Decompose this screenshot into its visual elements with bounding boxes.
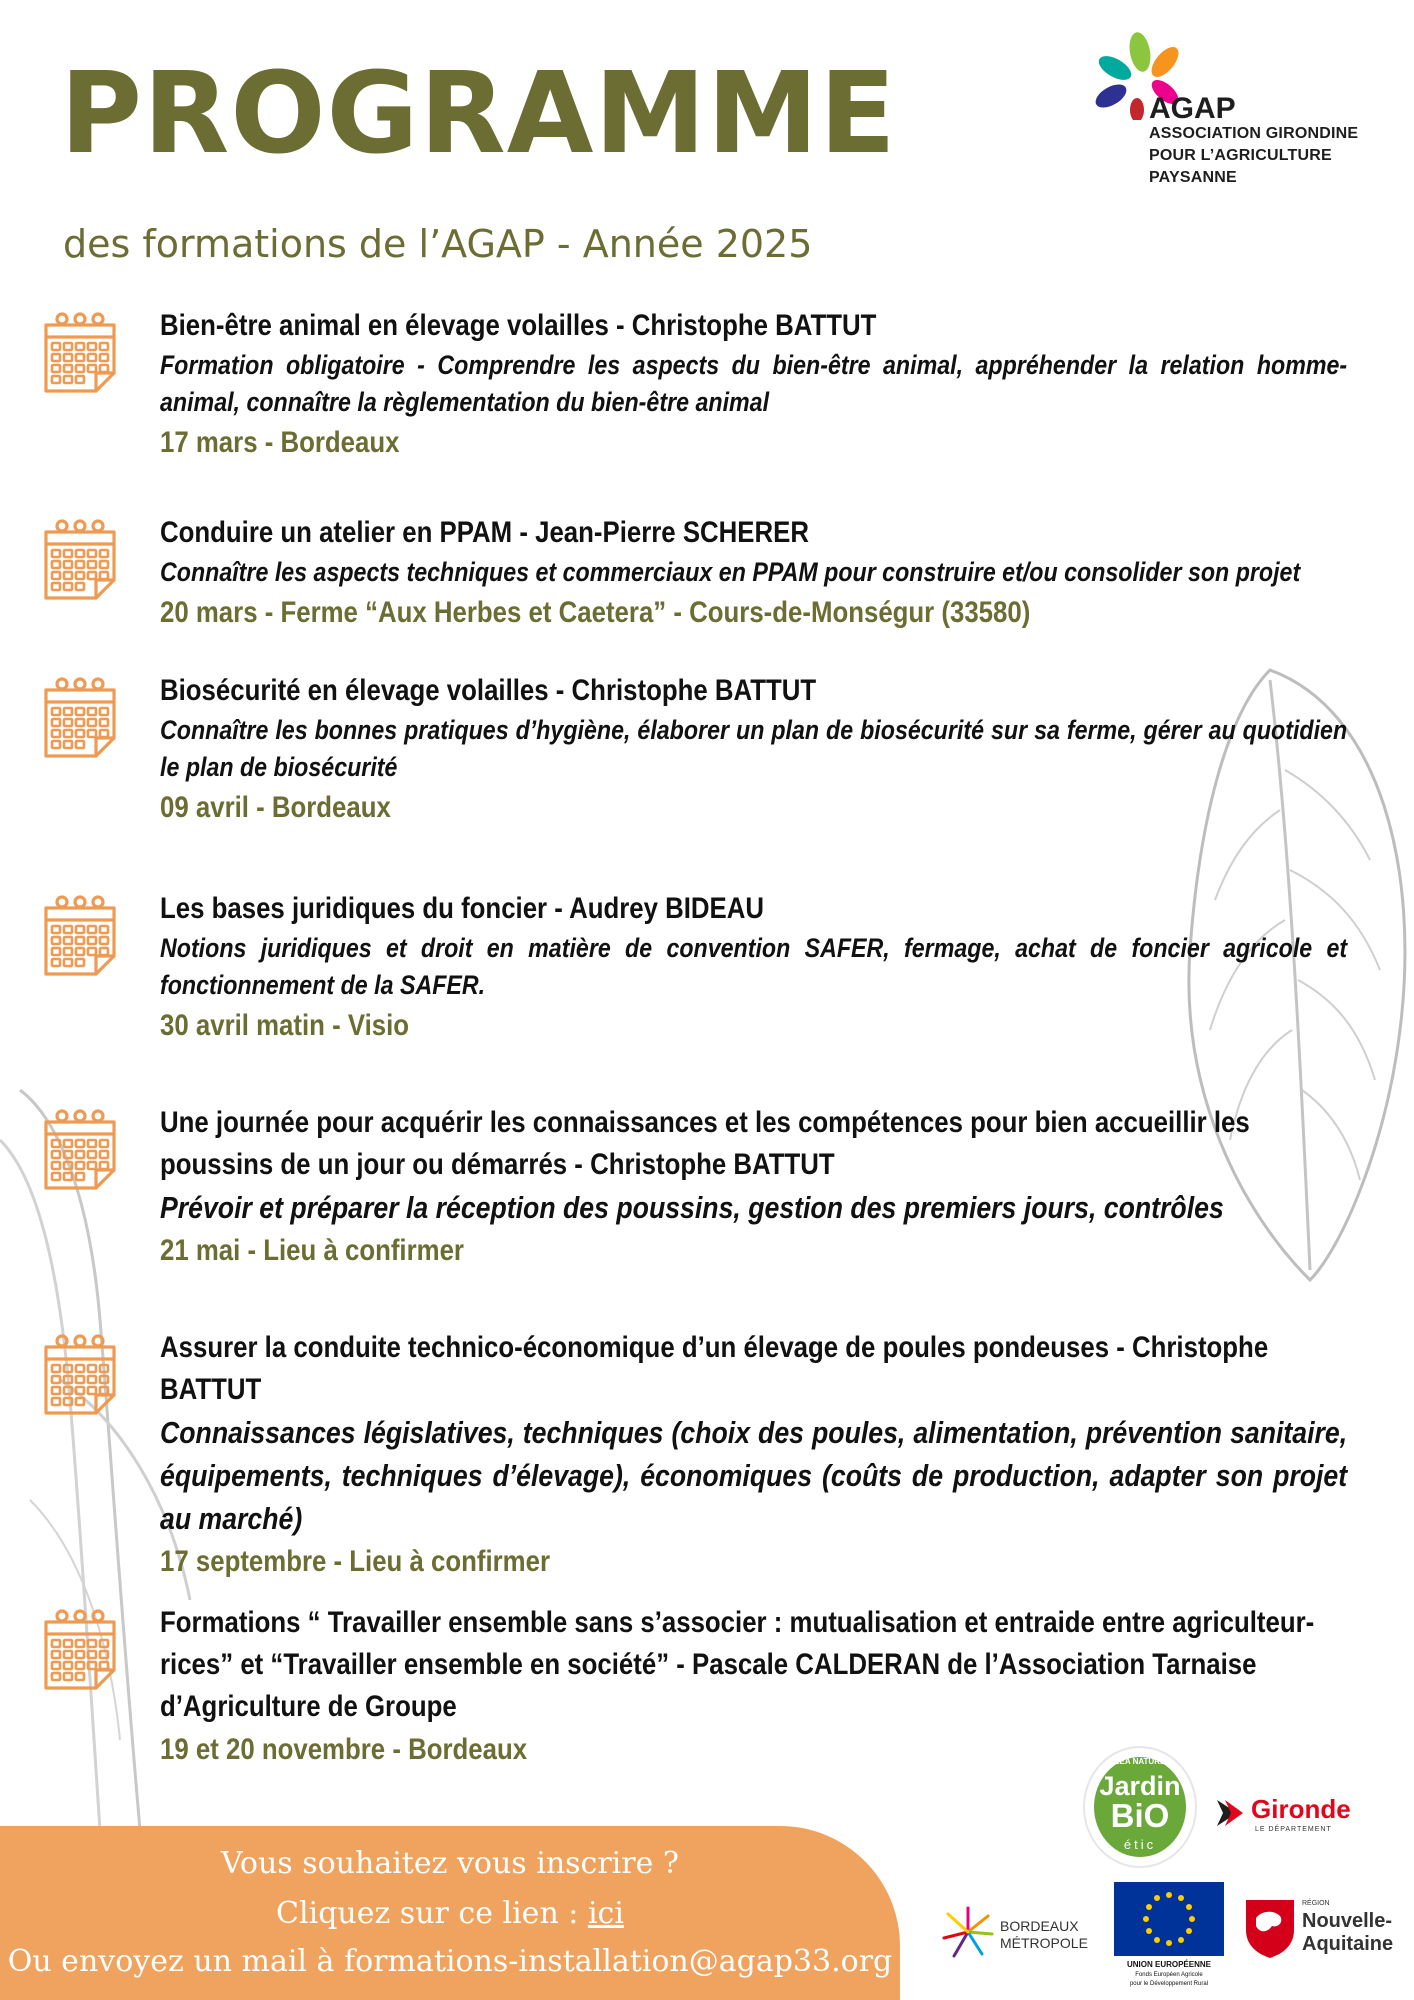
bordeaux-line-2: MÉTROPOLE bbox=[1000, 1935, 1088, 1951]
agap-logo-line-3: PAYSANNE bbox=[1149, 169, 1237, 186]
calendar-icon bbox=[40, 676, 120, 763]
gironde-chevron-icon bbox=[1215, 1798, 1245, 1828]
formation-body bbox=[160, 888, 1350, 1048]
calendar-icon bbox=[40, 311, 120, 398]
jardin-bio-logo bbox=[1080, 1745, 1200, 1870]
cta-email-line: Ou envoyez un mail à formations-installation@agap33.org bbox=[7, 1944, 893, 1979]
jardin-bio-word-1: Jardin bbox=[1099, 1771, 1181, 1801]
formation-title: Assurer la conduite technico-économique d’un élevage de poules pondeuses - Christophe BATTUT bbox=[160, 1331, 1269, 1406]
bordeaux-metropole-logo bbox=[940, 1890, 1090, 1980]
formation-date: 20 mars - Ferme “Aux Herbes et Caetera” - Cours-de-Monségur (33580) bbox=[160, 596, 1031, 629]
eu-line-3: pour le Développement Rural bbox=[1129, 1981, 1209, 1987]
gironde-sub: LE DÉPARTEMENT bbox=[1255, 1826, 1332, 1833]
formation-title: Les bases juridiques du foncier - Audrey BIDEAU bbox=[160, 892, 765, 925]
calendar-icon bbox=[40, 518, 120, 605]
formation-body bbox=[160, 512, 1350, 635]
eu-flag-icon bbox=[1110, 1880, 1228, 1958]
eu-line-2: Fonds Européen Agricole bbox=[1135, 1972, 1203, 1978]
page-title: PROGRAMME bbox=[60, 49, 897, 179]
formation-date: 09 avril - Bordeaux bbox=[160, 791, 391, 824]
eu-line-1: UNION EUROPÉENNE bbox=[1126, 1960, 1211, 1969]
formation-description: Prévoir et préparer la réception des poussins, gestion des premiers jours, contrôles bbox=[160, 1190, 1224, 1225]
bordeaux-star-icon bbox=[940, 1904, 996, 1960]
gironde-logo bbox=[1215, 1780, 1405, 1850]
calendar-icon bbox=[40, 1108, 120, 1195]
formation-title: Formations “ Travailler ensemble sans s’associer : mutualisation et entraide entre agriculteur-rices” et “Travailler ensemble en société” - Pascale CALDERAN de l’Association Tarnaise d’Agriculture de Groupe bbox=[160, 1606, 1315, 1723]
agap-logo-line-2: POUR L’AGRICULTURE bbox=[1149, 147, 1332, 164]
calendar-icon bbox=[40, 1608, 120, 1695]
formation-body bbox=[160, 1327, 1350, 1584]
eu-logo bbox=[1110, 1880, 1228, 1998]
formation-body bbox=[160, 670, 1350, 830]
jardin-bio-word-3: étic bbox=[1123, 1837, 1157, 1852]
formation-title: Conduire un atelier en PPAM - Jean-Pierre SCHERER bbox=[160, 516, 809, 549]
formation-title: Une journée pour acquérir les connaissances et les compétences pour bien accueillir les poussins de un jour ou démarrés - Christophe BATTUT bbox=[160, 1106, 1250, 1181]
cta-link-prefix: Cliquez sur ce lien : bbox=[276, 1896, 588, 1931]
formation-description: Notions juridiques et droit en matière de convention SAFER, fermage, achat de foncier agricole et fonctionnement de la SAFER. bbox=[160, 933, 1348, 1000]
formation-date: 17 mars - Bordeaux bbox=[160, 426, 400, 459]
region-line-2: Aquitaine bbox=[1302, 1933, 1394, 1955]
agap-logo-line-1: ASSOCIATION GIRONDINE bbox=[1149, 125, 1359, 142]
formation-date: 21 mai - Lieu à confirmer bbox=[160, 1234, 464, 1267]
formation-date: 17 septembre - Lieu à confirmer bbox=[160, 1545, 551, 1578]
formation-description: Formation obligatoire - Comprendre les aspects du bien-être animal, appréhender la relation homme-animal, connaître la règlementation du bien-être animal bbox=[160, 350, 1348, 417]
formation-description: Connaître les aspects techniques et commerciaux en PPAM pour construire et/ou consolider son projet bbox=[160, 557, 1301, 587]
gironde-name: Gironde bbox=[1251, 1794, 1351, 1824]
formation-title: Biosécurité en élevage volailles - Christophe BATTUT bbox=[160, 674, 817, 707]
registration-link[interactable]: ici bbox=[587, 1896, 624, 1931]
region-shield-icon bbox=[1242, 1896, 1298, 1960]
formation-date: 19 et 20 novembre - Bordeaux bbox=[160, 1733, 528, 1766]
partner-logos bbox=[930, 1740, 1414, 2000]
formation-description: Connaissances législatives, techniques (choix des poules, alimentation, prévention sanitaire, équipements, techniques d’élevage), économiques (coûts de production, adapter son projet au marché) bbox=[160, 1415, 1348, 1536]
formation-title: Bien-être animal en élevage volailles - Christophe BATTUT bbox=[160, 309, 877, 342]
registration-banner bbox=[0, 1826, 900, 2000]
calendar-icon bbox=[40, 1333, 120, 1420]
cta-link-line bbox=[0, 1896, 900, 1931]
agap-logo-name: AGAP bbox=[1149, 92, 1236, 125]
formation-date: 30 avril matin - Visio bbox=[160, 1009, 410, 1042]
page-subtitle: des formations de l’AGAP - Année 2025 bbox=[63, 222, 813, 266]
bordeaux-line-1: BORDEAUX bbox=[1000, 1918, 1079, 1934]
formation-body bbox=[160, 305, 1350, 465]
region-top: RÉGION bbox=[1302, 1900, 1330, 1907]
calendar-icon bbox=[40, 894, 120, 981]
agap-logo bbox=[1085, 30, 1385, 200]
cta-question: Vous souhaitez vous inscrire ? bbox=[221, 1846, 679, 1881]
region-line-1: Nouvelle- bbox=[1302, 1910, 1393, 1932]
jardin-bio-top: LÉA NATURE bbox=[1114, 1757, 1166, 1766]
formation-body bbox=[160, 1102, 1350, 1273]
formation-description: Connaître les bonnes pratiques d’hygiène, élaborer un plan de biosécurité sur sa ferme, gérer au quotidien le plan de biosécurité bbox=[160, 715, 1348, 782]
jardin-bio-word-2: BiO bbox=[1110, 1797, 1170, 1834]
nouvelle-aquitaine-logo bbox=[1242, 1890, 1412, 1970]
